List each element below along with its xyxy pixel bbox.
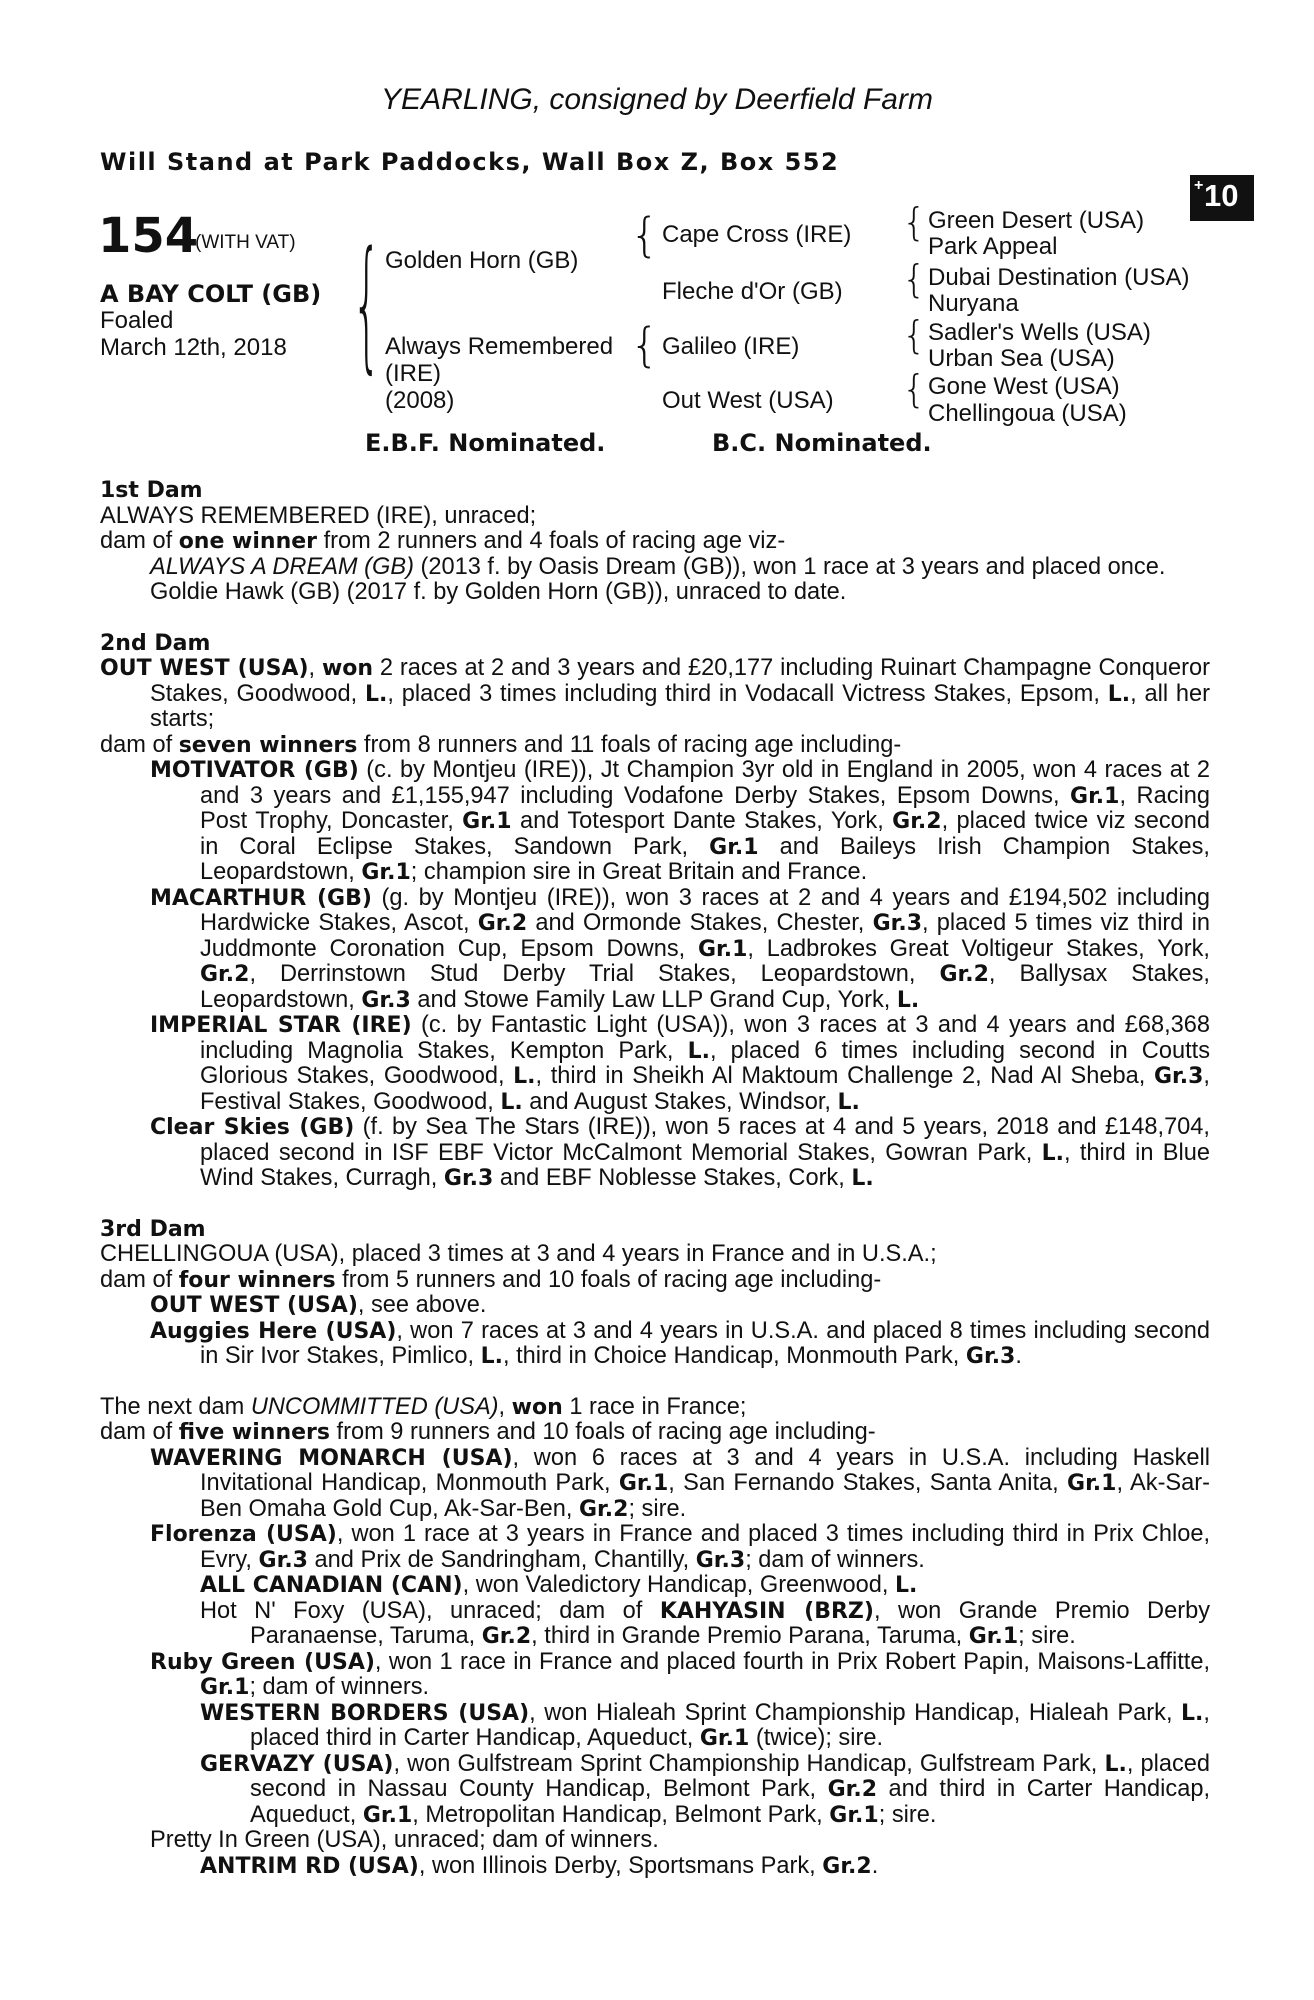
bc-nominated: B.C. Nominated. — [712, 429, 932, 457]
produce-entry: IMPERIAL STAR (IRE) (c. by Fantastic Light (USA)), won 3 races at 3 and 4 years and £68,368 including Magnolia Stakes, Kempton Park, L., placed 6 times including second in Coutts Glorious Stakes, Goodwood, L., third in Sheikh Al Maktoum Challenge 2, Nad Al Sheba, Gr.3, Festival Stakes, Goodwood, L. and August Stakes, Windsor, L. — [150, 1012, 1210, 1115]
pedigree-bracket-dd: { — [902, 367, 927, 411]
produce-entry: Auggies Here (USA), won 7 races at 3 and 4 years in U.S.A. and placed 8 times including second in Sir Ivor Stakes, Pimlico, L., third in Choice Handicap, Monmouth Park, Gr.3. — [150, 1317, 1210, 1369]
next-dam-produce-line: dam of five winners from 9 runners and 10 foals of racing age including- — [100, 1419, 876, 1445]
pedigree-bracket-dam: { — [630, 318, 660, 372]
first-dam-produce-line: dam of one winner from 2 runners and 4 foals of racing age viz- — [100, 528, 786, 554]
badge-plus: + — [1194, 177, 1204, 194]
produce-entry: MOTIVATOR (GB) (c. by Montjeu (IRE)), Jt Champion 3yr old in England in 2005, won 4 races at 2 and 3 years and £1,155,947 including Vodafone Derby Stakes, Epsom Downs, Gr.1, Racing Post Trophy, Doncaster, Gr.1 and Totesport Dante Stakes, York, Gr.2, placed twice viz second in Coral Eclipse Stakes, Sandown Park, Gr.1 and Baileys Irish Champion Stakes, Leopardstown, Gr.1; champion sire in Great Britain and France. — [150, 757, 1210, 885]
first-dam-line: ALWAYS REMEMBERED (IRE), unraced; — [100, 502, 537, 529]
pedigree-sire-sire: Cape Cross (IRE) — [662, 221, 852, 248]
produce-entry: Clear Skies (GB) (f. by Sea The Stars (IRE)), won 5 races at 4 and 5 years, 2018 and £148,704, placed second in ISF EBF Victor McCalmont Memorial Stakes, Gowran Park, L., third in Blue Wind Stakes, Curragh, Gr.3 and EBF Noblesse Stakes, Cork, L. — [150, 1114, 1210, 1191]
stand-location: Will Stand at Park Paddocks, Wall Box Z, Box 552 — [100, 148, 840, 176]
produce-entry: ALL CANADIAN (CAN), won Valedictory Handicap, Greenwood, L. — [200, 1572, 918, 1598]
pedigree-bracket-main: { — [352, 219, 382, 387]
pedigree-dam-sire: Galileo (IRE) — [662, 333, 800, 360]
foaled-date: March 12th, 2018 — [100, 334, 287, 361]
produce-entry: WESTERN BORDERS (USA), won Hialeah Sprint Championship Handicap, Hialeah Park, L., placed third in Carter Handicap, Aqueduct, Gr.1 (twice); sire. — [200, 1699, 1210, 1751]
pedigree-dam-line1: Always Remembered — [385, 333, 614, 360]
catalogue-body — [100, 478, 1210, 1879]
third-dam-produce-line: dam of four winners from 5 runners and 10 foals of racing age including- — [100, 1266, 882, 1293]
third-dam-line: CHELLINGOUA (USA), placed 3 times at 3 and 4 years in France and in U.S.A.; — [100, 1241, 937, 1267]
lot-badge — [1190, 175, 1254, 221]
second-dam-produce-line: dam of seven winners from 8 runners and 11 foals of racing age including- — [100, 731, 902, 758]
pedigree-sds: Dubai Destination (USA) — [928, 264, 1190, 291]
pedigree-dss: Sadler's Wells (USA) — [928, 319, 1151, 346]
pedigree-sss: Green Desert (USA) — [928, 207, 1145, 234]
pedigree-bracket-ds: { — [902, 313, 927, 357]
pedigree-sire: Golden Horn (GB) — [385, 247, 579, 274]
ebf-nominated: E.B.F. Nominated. — [365, 429, 606, 457]
next-dam-line: The next dam UNCOMMITTED (USA), won 1 race in France; — [100, 1393, 747, 1420]
pedigree-sdd: Nuryana — [928, 290, 1019, 317]
produce-entry: GERVAZY (USA), won Gulfstream Sprint Championship Handicap, Gulfstream Park, L., placed second in Nassau County Handicap, Belmont Park, Gr.2 and third in Carter Handicap, Aqueduct, Gr.1, Metropolitan Handicap, Belmont Park, Gr.1; sire. — [200, 1750, 1210, 1828]
pedigree-sire-dam: Fleche d'Or (GB) — [662, 278, 843, 305]
produce-entry: Ruby Green (USA), won 1 race in France and placed fourth in Prix Robert Papin, Maisons-Laffitte, Gr.1; dam of winners. — [150, 1648, 1211, 1700]
third-dam-heading: 3rd Dam — [100, 1216, 206, 1242]
pedigree-ssd: Park Appeal — [928, 233, 1058, 260]
first-dam-heading: 1st Dam — [100, 478, 203, 503]
produce-entry: Pretty In Green (USA), unraced; dam of winners. — [150, 1827, 659, 1853]
pedigree-ddd: Chellingoua (USA) — [928, 400, 1127, 427]
pedigree-dam-dam: Out West (USA) — [662, 387, 834, 414]
produce-entry: Goldie Hawk (GB) (2017 f. by Golden Horn (GB)), unraced to date. — [150, 579, 847, 605]
pedigree-dam-line2: (IRE) — [385, 360, 441, 387]
produce-entry: ALWAYS A DREAM (GB) (2013 f. by Oasis Dream (GB)), won 1 race at 3 years and placed once. — [150, 553, 1166, 580]
second-dam-line: OUT WEST (USA), won 2 races at 2 and 3 years and £20,177 including Ruinart Champagne Conqueror Stakes, Goodwood, L., placed 3 times including third in Vodacall Victress Stakes, Epsom, L., all her starts; — [100, 655, 1210, 732]
page-subtitle: YEARLING, consigned by Deerfield Farm — [381, 83, 933, 116]
pedigree-dam-line3: (2008) — [385, 387, 455, 414]
lot-title: A BAY COLT (GB) — [100, 280, 322, 308]
produce-entry: ANTRIM RD (USA), won Illinois Derby, Sportsmans Park, Gr.2. — [200, 1852, 879, 1879]
foaled-label: Foaled — [100, 307, 174, 334]
produce-entry: WAVERING MONARCH (USA), won 6 races at 3 and 4 years in U.S.A. including Haskell Invitational Handicap, Monmouth Park, Gr.1, San Fernando Stakes, Santa Anita, Gr.1, Ak-Sar-Ben Omaha Gold Cup, Ak-Sar-Ben, Gr.2; sire. — [150, 1444, 1210, 1522]
pedigree-bracket-ss: { — [902, 200, 927, 244]
pedigree-bracket-sd: { — [902, 257, 927, 301]
produce-entry: Hot N' Foxy (USA), unraced; dam of KAHYASIN (BRZ), won Grande Premio Derby Paranaense, Taruma, Gr.2, third in Grande Premio Parana, Taruma, Gr.1; sire. — [200, 1597, 1210, 1649]
second-dam-heading: 2nd Dam — [100, 630, 211, 656]
pedigree-bracket-sire: { — [630, 208, 660, 262]
produce-entry: OUT WEST (USA), see above. — [150, 1292, 487, 1318]
vat-label: (WITH VAT) — [195, 232, 296, 253]
pedigree-dsd: Urban Sea (USA) — [928, 345, 1115, 372]
produce-entry: Florenza (USA), won 1 race at 3 years in France and placed 3 times including third in Prix Chloe, Evry, Gr.3 and Prix de Sandringham, Chantilly, Gr.3; dam of winners. — [150, 1521, 1211, 1573]
lot-number: 154 — [98, 208, 199, 264]
produce-entry: MACARTHUR (GB) (g. by Montjeu (IRE)), won 3 races at 2 and 4 years and £194,502 including Hardwicke Stakes, Ascot, Gr.2 and Ormonde Stakes, Chester, Gr.3, placed 5 times viz third in Juddmonte Coronation Cup, Epsom Downs, Gr.1, Ladbrokes Great Voltigeur Stakes, York, Gr.2, Derrinstown Stud Derby Trial Stakes, Leopardstown, Gr.2, Ballysax Stakes, Leopardstown, Gr.3 and Stowe Family Law LLP Grand Cup, York, L. — [150, 884, 1210, 1013]
pedigree-dds: Gone West (USA) — [928, 373, 1120, 400]
badge-number: 10 — [1204, 178, 1239, 213]
